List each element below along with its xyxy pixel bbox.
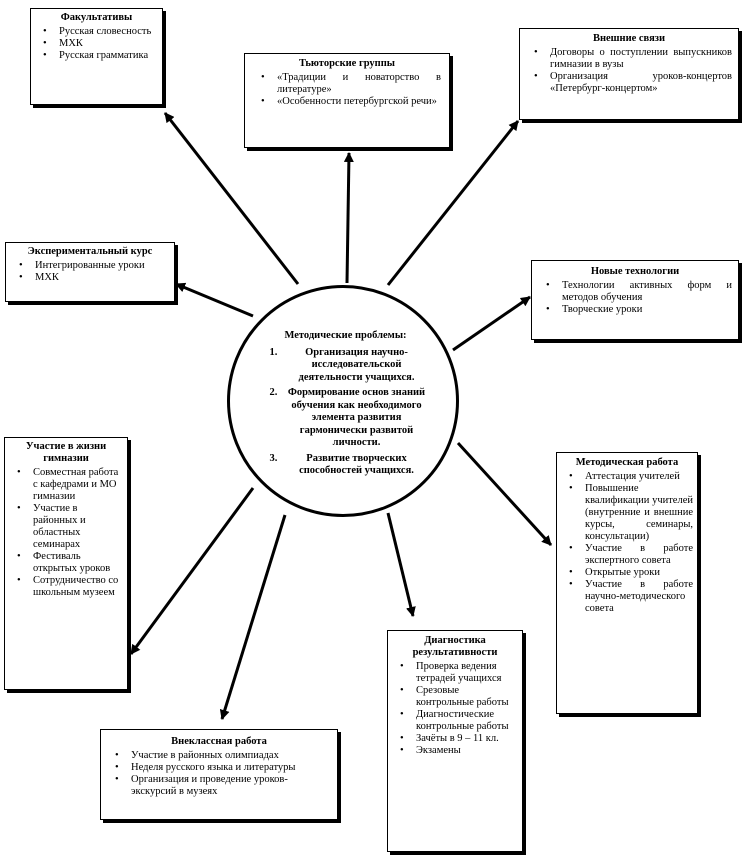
box-methodical-work bbox=[556, 452, 698, 714]
list-item: • Технологии активных форм и методов обучения bbox=[562, 280, 732, 304]
list-item: • Экзамены bbox=[416, 745, 518, 757]
methodical-problems bbox=[258, 330, 433, 481]
center-title: Методические проблемы: bbox=[284, 330, 407, 341]
arrow-to-tutor-groups bbox=[347, 153, 349, 283]
list-item: • Фестиваль открытых уроков bbox=[33, 551, 123, 575]
list-item: • Проверка ведения тетрадей учащихся bbox=[416, 661, 518, 685]
list-item: • Организация уроков-концертов «Петербург-концертом» bbox=[550, 71, 732, 95]
arrow-to-experimental-course bbox=[176, 284, 253, 316]
list-item: • Совместная работа с кафедрами и МО гимназии bbox=[33, 467, 123, 503]
list-item: • Срезовые контрольные работы bbox=[416, 685, 518, 709]
list-item: • Аттестация учителей bbox=[585, 471, 693, 483]
list-item: • Участие в районных и областных семинарах bbox=[33, 503, 123, 551]
box-tutor-groups bbox=[244, 53, 450, 148]
box-title: Факультативы bbox=[60, 12, 133, 23]
box-title: Новые технологии bbox=[590, 266, 680, 277]
center-item: 2. Формирование основ знаний обучения как необходимого элемента развития гармоничеcки развитой личности. bbox=[280, 387, 433, 450]
list-item: • Интегрированные уроки bbox=[35, 260, 169, 272]
box-title: Участие в жизни гимназии bbox=[25, 441, 107, 464]
list-item: • «Традиции и новаторство в литературе» bbox=[277, 72, 441, 96]
box-title: Методическая работа bbox=[575, 457, 679, 468]
list-item: • Творческие уроки bbox=[562, 304, 732, 316]
box-title: Диагностика результативности bbox=[412, 635, 498, 658]
arrow-to-new-technologies bbox=[453, 297, 530, 350]
box-gymnasium-life bbox=[4, 437, 128, 690]
list-item: • Русская грамматика bbox=[59, 50, 158, 62]
list-item: • Неделя русского языка и литературы bbox=[131, 762, 331, 774]
box-title: Тьюторские группы bbox=[299, 58, 395, 69]
box-title: Внешние связи bbox=[592, 33, 666, 44]
list-item: • Участие в работе научно-методического совета bbox=[585, 579, 693, 615]
list-item: • «Особенности петербургской речи» bbox=[277, 96, 441, 108]
list-item: • Участие в работе экспертного совета bbox=[585, 543, 693, 567]
box-extracurricular bbox=[100, 729, 338, 820]
list-item: • Повышение квалификации учителей (внутренние и внешние курсы, семинары, консультации) bbox=[585, 483, 693, 543]
box-experimental-course bbox=[5, 242, 175, 302]
list-item: • Организация и проведение уроков-экскурсий в музеях bbox=[131, 774, 331, 798]
list-item: • МХК bbox=[59, 38, 158, 50]
list-item: • Русская словесность bbox=[59, 26, 158, 38]
arrow-to-extracurricular bbox=[222, 515, 285, 719]
list-item: • МХК bbox=[35, 272, 169, 284]
arrow-to-diagnostics bbox=[388, 513, 413, 616]
center-item: 3. Развитие творческих способностей учащихся. bbox=[280, 453, 433, 478]
list-item: • Участие в районных олимпиадах bbox=[131, 750, 331, 762]
center-item: 1. Организация научно-исследовательской деятельности учащихся. bbox=[280, 347, 433, 385]
arrow-to-methodical-work bbox=[458, 443, 551, 545]
list-item: • Договоры о поступлении выпускников гимназии в вузы bbox=[550, 47, 732, 71]
list-item: • Сотрудничество со школьным музеем bbox=[33, 575, 123, 599]
box-new-technologies bbox=[531, 260, 739, 340]
list-item: • Зачёты в 9 – 11 кл. bbox=[416, 733, 518, 745]
box-external-links bbox=[519, 28, 739, 120]
list-item: • Диагностические контрольные работы bbox=[416, 709, 518, 733]
box-diagnostics bbox=[387, 630, 523, 852]
list-item: • Открытые уроки bbox=[585, 567, 693, 579]
arrow-to-gymnasium-life bbox=[131, 488, 253, 654]
center-list bbox=[258, 347, 433, 478]
box-facultatives bbox=[30, 8, 163, 105]
box-title: Внеклассная работа bbox=[171, 736, 267, 747]
box-title: Экспериментальный курс bbox=[27, 246, 153, 257]
